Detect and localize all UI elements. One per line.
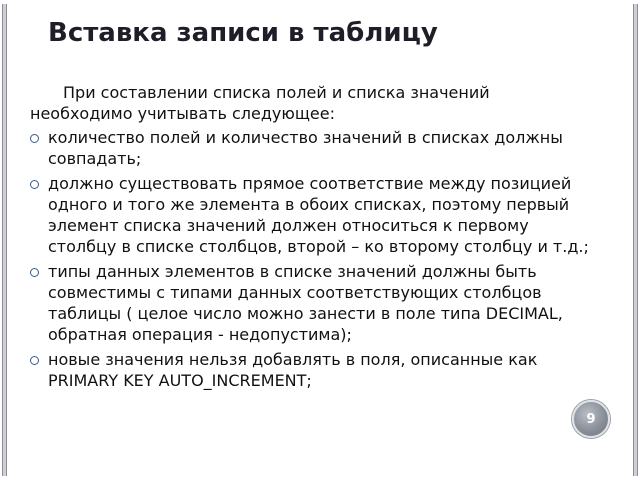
bullet-item [30,173,590,257]
slide-frame-right [633,4,638,476]
page-number-badge [572,400,610,438]
bullet-text: должно существовать прямое соответствие между позицией одного и того же элемента в обоих списках, поэтому первый элемент списка значений должен относиться к первому столбцу в списке столбцов, второй – ко второму столбцу и т.д.; [48,174,589,256]
bullet-text: типы данных элементов в списке значений должны быть совместимы с типами данных соответствующих столбцов таблицы ( целое число можно занести в поле типа DECIMAL, обратная операция - недопустима); [48,262,563,344]
bullet-item [30,127,590,169]
page-number: 9 [586,411,596,427]
slide-content [30,82,590,395]
bullet-item [30,349,590,391]
slide-frame-left [2,4,7,476]
bullet-marker-icon [30,268,39,277]
bullet-marker-icon [30,180,39,189]
bullet-text: новые значения нельзя добавлять в поля, описанные как PRIMARY KEY AUTO_INCREMENT; [48,350,538,390]
bullet-item [30,261,590,345]
slide-title: Вставка записи в таблицу [48,18,438,48]
bullet-marker-icon [30,356,39,365]
bullet-list [30,127,590,391]
bullet-text: количество полей и количество значений в списках должны совпадать; [48,128,563,168]
intro-paragraph: При составлении списка полей и списка значений необходимо учитывать следующее: [30,83,490,123]
bullet-marker-icon [30,134,39,143]
